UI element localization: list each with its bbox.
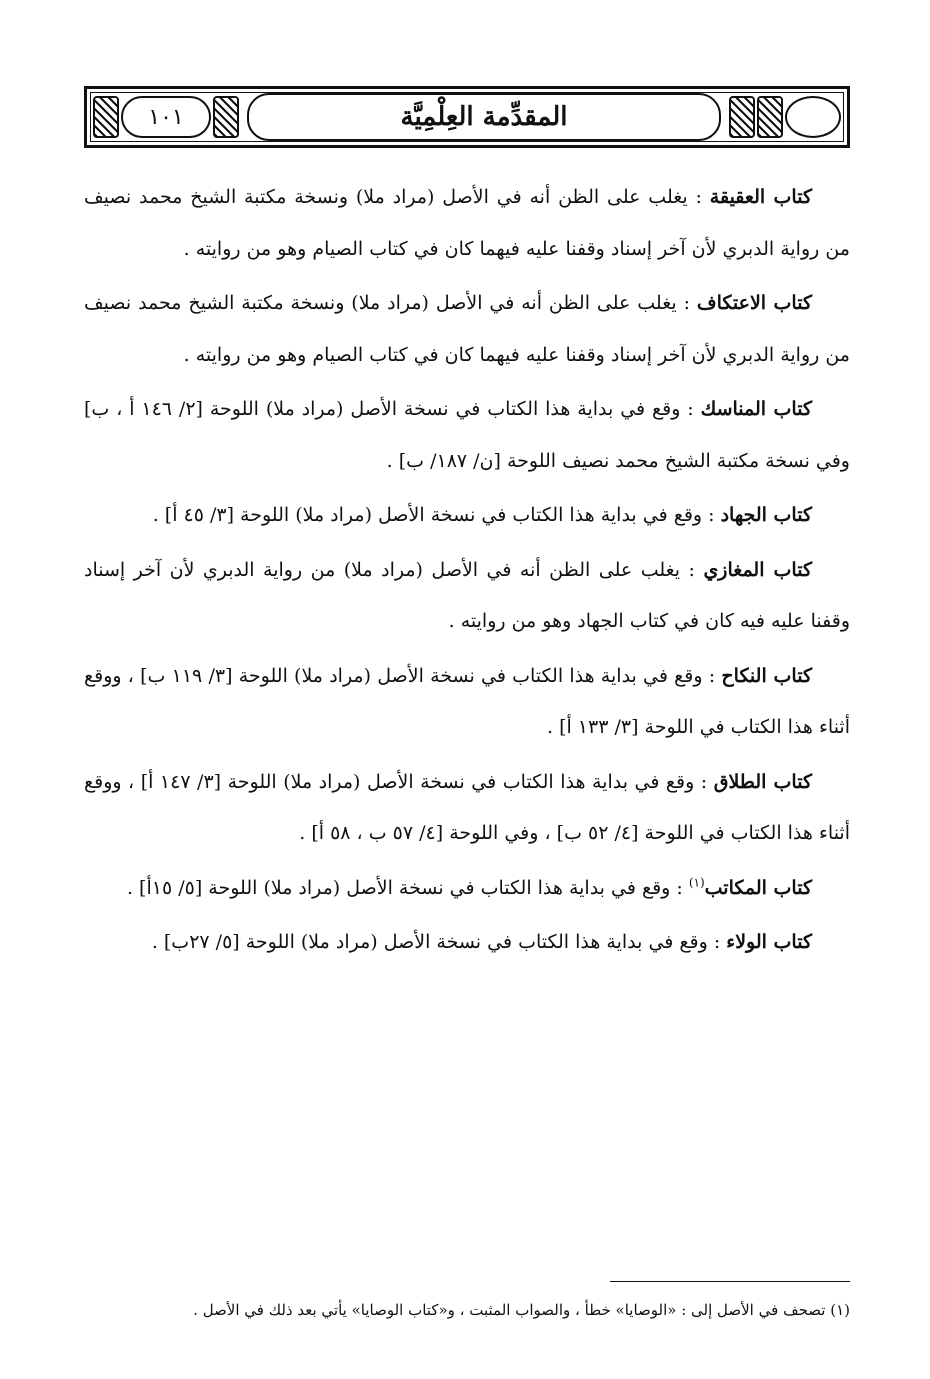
- ornament-icon: [729, 96, 755, 138]
- entry-heading: كتاب المغازي: [703, 558, 812, 581]
- entry-wala: [84, 917, 850, 969]
- page-number: ١٠١: [121, 96, 211, 138]
- entry-text: : يغلب على الظن أنه في الأصل (مراد ملا) ونسخة مكتبة الشيخ محمد نصيف من رواية الدبري لأن آخر إسناد وقفنا عليه فيهما كان في كتاب الصيام وهو من روايته .: [84, 186, 850, 260]
- entry-text: : وقع في بداية هذا الكتاب في نسخة الأصل (مراد ملا) اللوحة [٥/ ١٥أ] .: [126, 876, 689, 899]
- running-title: المقدِّمة العِلْمِيَّة: [247, 93, 721, 141]
- right-ornament: [729, 94, 841, 140]
- entry-mukatab: [84, 863, 850, 915]
- entry-manasik: [84, 384, 850, 487]
- entry-text: : وقع في بداية هذا الكتاب في نسخة الأصل (مراد ملا) اللوحة [٥/ ٢٧ب] .: [151, 931, 727, 953]
- entry-heading: كتاب المكاتب: [704, 876, 812, 899]
- entry-aqiqa: [84, 172, 850, 275]
- left-ornament: [93, 94, 239, 140]
- main-text: [84, 172, 850, 972]
- entry-text: : وقع في بداية هذا الكتاب في نسخة الأصل (مراد ملا) اللوحة [٣/ ١١٩ ب] ، ووقع أثناء هذا الكتاب في اللوحة [٣/ ١٣٣ أ] .: [84, 664, 850, 738]
- ornament-icon: [213, 96, 239, 138]
- entry-talaq: [84, 757, 850, 860]
- entry-itikaf: [84, 278, 850, 381]
- entry-jihad: [84, 490, 850, 542]
- book-medallion-icon: [785, 96, 841, 138]
- entry-heading: كتاب الاعتكاف: [696, 292, 812, 314]
- footnote-reference[interactable]: (١): [688, 875, 705, 890]
- entry-text: : وقع في بداية هذا الكتاب في نسخة الأصل (مراد ملا) اللوحة [٢/ ١٤٦ أ ، ب] وفي نسخة مكتبة الشيخ محمد نصيف اللوحة [ن/ ١٨٧/ ب] .: [84, 398, 850, 472]
- ornament-icon: [93, 96, 119, 138]
- entry-text: : وقع في بداية هذا الكتاب في نسخة الأصل (مراد ملا) اللوحة [٣/ ١٤٧ أ] ، ووقع أثناء هذا الكتاب في اللوحة [٤/ ٥٢ ب] ، وفي اللوحة [٤/ ٥٧ ب ، ٥٨ أ] .: [84, 770, 850, 844]
- entry-heading: كتاب النكاح: [721, 664, 812, 687]
- footnote-divider: [610, 1281, 850, 1282]
- entry-heading: كتاب العقيقة: [709, 186, 812, 208]
- entry-text: : وقع في بداية هذا الكتاب في نسخة الأصل (مراد ملا) اللوحة [٣/ ٤٥ أ] .: [152, 504, 721, 526]
- ornament-icon: [757, 96, 783, 138]
- entry-text: : يغلب على الظن أنه في الأصل (مراد ملا) ونسخة مكتبة الشيخ محمد نصيف من رواية الدبري لأن آخر إسناد وقفنا عليه فيهما كان في كتاب الصيام وهو من روايته .: [84, 292, 850, 366]
- entry-nikah: [84, 651, 850, 754]
- entry-heading: كتاب المناسك: [700, 398, 812, 420]
- entry-heading: كتاب الولاء: [726, 931, 812, 953]
- entry-heading: كتاب الطلاق: [713, 770, 812, 793]
- entry-maghazi: [84, 545, 850, 648]
- footnote: (١) تصحف في الأصل إلى : «الوصايا» خطأ ، والصواب المثبت ، و«كتاب الوصايا» يأتي بعد ذلك في الأصل .: [193, 1301, 850, 1319]
- entry-text: : يغلب على الظن أنه في الأصل (مراد ملا) من رواية الدبري لأن آخر إسناد وقفنا عليه فيه كان في كتاب الجهاد وهو من روايته .: [84, 558, 850, 632]
- page-header: [84, 86, 850, 148]
- entry-heading: كتاب الجهاد: [720, 504, 812, 526]
